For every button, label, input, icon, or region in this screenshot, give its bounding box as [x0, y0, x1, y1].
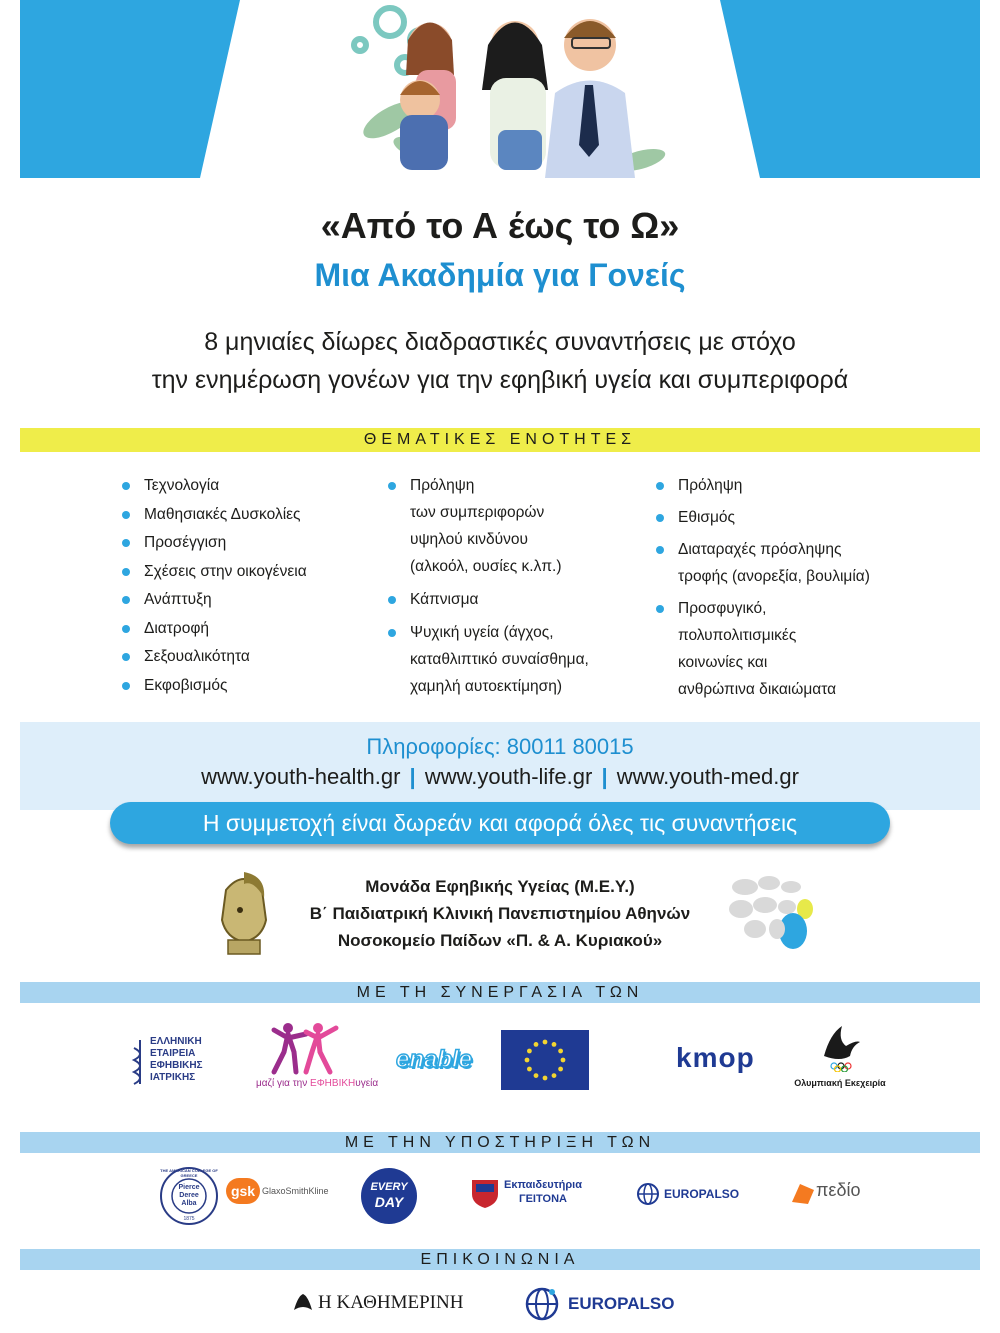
topics-column-3	[656, 472, 916, 708]
topic-item: Σχέσεις στην οικογένεια	[122, 558, 362, 585]
separator: |	[409, 764, 416, 789]
website-link[interactable]: www.youth-life.gr	[424, 764, 593, 789]
bullet-icon	[122, 568, 130, 576]
bullet-icon	[388, 596, 396, 604]
partners-heading: ΜΕ ΤΗ ΣΥΝΕΡΓΑΣΙΑ ΤΩΝ	[20, 982, 980, 1003]
topic-item: Σεξουαλικότητα	[122, 643, 362, 670]
topics-column-2	[388, 472, 628, 706]
page-title: «Από το Α έως το Ω»	[320, 205, 680, 246]
bullet-icon	[122, 511, 130, 519]
free-participation-banner: Η συμμετοχή είναι δωρεάν και αφορά όλες τις συναντήσεις	[110, 802, 890, 844]
hellenic-adolescent-medicine-logo: ΕΛΛΗΝΙΚΗ ΕΤΑΙΡΕΙΑ ΕΦΗΒΙΚΗΣ ΙΑΤΡΙΚΗΣ	[130, 1036, 230, 1086]
intro-line-2: την ενημέρωση γονέων για την εφηβική υγεία και συμπεριφορά	[151, 366, 849, 394]
intro-line-1: 8 μηνιαίες δίωρες διαδραστικές συναντήσεις με στόχο	[204, 328, 796, 356]
separator: |	[601, 764, 608, 789]
dancing-figures-icon	[266, 1020, 346, 1076]
page-subtitle: Μια Ακαδημία για Γονείς	[314, 257, 686, 293]
family-illustration	[120, 0, 840, 178]
pedio-logo: πεδίο	[792, 1178, 872, 1208]
website-link[interactable]: www.youth-health.gr	[201, 764, 401, 789]
organizer-line-3: Νοσοκομείο Παίδων «Π. & Α. Κυριακού»	[337, 931, 663, 950]
bullet-icon	[656, 605, 664, 613]
topic-item: Μαθησιακές Δυσκολίες	[122, 501, 362, 528]
info-phone: Πληροφορίες: 80011 80015	[366, 734, 634, 759]
mazi-efiviki-ygeia-logo: μαζί για την ΕΦΗΒΙΚΗυγεία	[256, 1020, 386, 1092]
adolescent-health-unit-logo	[725, 873, 815, 953]
topic-item: Διατροφή	[122, 615, 362, 642]
bullet-icon	[122, 625, 130, 633]
website-link[interactable]: www.youth-med.gr	[616, 764, 799, 789]
topic-item: Εκφοβισμός	[122, 672, 362, 699]
topic-item: Ψυχική υγεία (άγχος, καταθλιπτικό συναίσθημα, χαμηλή αυτοεκτίμηση)	[388, 619, 628, 700]
europalso-communication-logo: EUROPALSO	[524, 1286, 714, 1322]
bullet-icon	[122, 482, 130, 490]
american-college-of-greece-logo: THE AMERICAN COLLEGE OF GREECE Pierce Deree Alba 1875	[159, 1166, 219, 1226]
bullet-icon	[388, 482, 396, 490]
organizer-line-1: Μονάδα Εφηβικής Υγείας (Μ.Ε.Υ.)	[365, 877, 635, 896]
topic-item: Κάπνισμα	[388, 586, 628, 613]
topic-item: Πρόληψη	[656, 472, 916, 499]
topic-item: Ανάπτυξη	[122, 586, 362, 613]
eu-flag-logo	[501, 1030, 589, 1090]
olympic-truce-icon	[816, 1022, 866, 1072]
topic-item: Εθισμός	[656, 504, 916, 531]
topics-heading: ΘΕΜΑΤΙΚΕΣ ΕΝΟΤΗΤΕΣ	[20, 428, 980, 452]
kathimerini-logo: Η ΚΑΘΗΜΕΡΙΝΗ	[292, 1290, 482, 1320]
geitona-schools-logo: Εκπαιδευτήρια ΓΕΙΤΟΝΑ	[470, 1174, 590, 1214]
bullet-icon	[122, 653, 130, 661]
support-heading: ΜΕ ΤΗΝ ΥΠΟΣΤΗΡΙΞΗ ΤΩΝ	[20, 1132, 980, 1153]
gsk-logo: gsk GlaxoSmithKline	[226, 1178, 326, 1208]
kmop-logo: kmop	[676, 1042, 755, 1073]
geitona-crest-icon	[470, 1176, 500, 1208]
topics-column-1	[122, 472, 362, 700]
topic-item: Πρόληψη των συμπεριφορών υψηλού κινδύνου (αλκοόλ, ουσίες κ.λπ.)	[388, 472, 628, 580]
organizer-line-2: Β΄ Παιδιατρική Κλινική Πανεπιστημίου Αθηνών	[309, 904, 691, 923]
bullet-icon	[656, 514, 664, 522]
website-links	[0, 764, 1000, 790]
topic-item: Τεχνολογία	[122, 472, 362, 499]
europalso-logo: EUROPALSO	[636, 1182, 756, 1208]
caduceus-icon	[130, 1036, 150, 1086]
bullet-icon	[656, 482, 664, 490]
bullet-icon	[122, 682, 130, 690]
topic-item: Προσφυγικό, πολυπολιτισμικές κοινωνίες και ανθρώπινα δικαιώματα	[656, 595, 916, 703]
everyday-logo: EVERY DAY	[361, 1168, 417, 1224]
bullet-icon	[388, 629, 396, 637]
topic-item: Διαταραχές πρόσληψης τροφής (ανορεξία, βουλιμία)	[656, 536, 916, 590]
bullet-icon	[656, 546, 664, 554]
globe-icon	[524, 1286, 560, 1322]
owl-emblem-icon	[292, 1292, 314, 1314]
bullet-icon	[122, 596, 130, 604]
globe-icon	[636, 1182, 660, 1206]
pedio-icon	[792, 1182, 814, 1204]
bullet-icon	[122, 539, 130, 547]
topic-item: Προσέγγιση	[122, 529, 362, 556]
olympic-truce-logo: Ολυμπιακή Εκεχειρία	[790, 1022, 890, 1092]
communication-heading: ΕΠΙΚΟΙΝΩΝΙΑ	[20, 1249, 980, 1270]
enable-logo: enable	[396, 1046, 473, 1073]
